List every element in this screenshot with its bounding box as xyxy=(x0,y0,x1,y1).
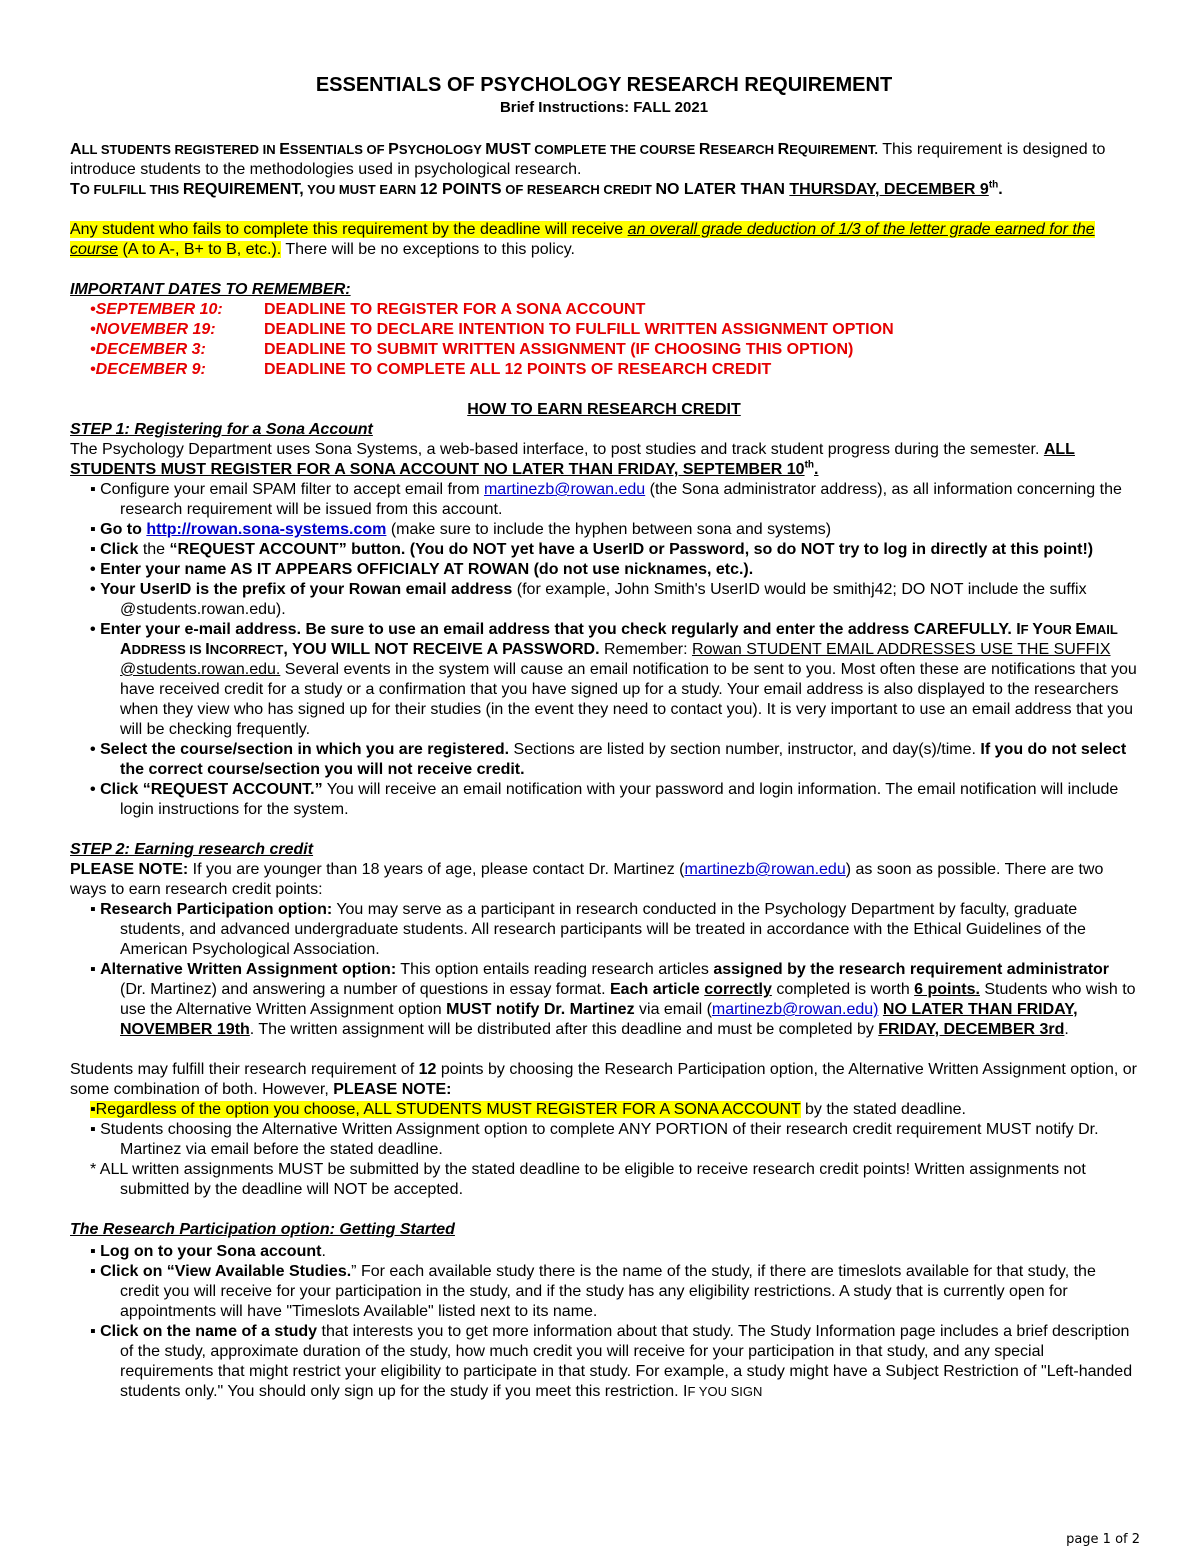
date-row xyxy=(90,320,1138,340)
req-text: . xyxy=(998,181,1003,198)
bullet-text: This option entails reading research articles xyxy=(396,961,714,978)
bullet: ▪ xyxy=(90,541,96,558)
step1-bullet xyxy=(70,520,1138,540)
bullet-text: 6 points. xyxy=(914,981,980,998)
bullet-text: Remember: xyxy=(599,641,693,658)
bullet-text: Each article xyxy=(610,981,705,998)
step1-bullet xyxy=(70,480,1138,520)
bullet-text: (the Sona administrator address), as all information concerning the research requirement will be issued from this account. xyxy=(120,481,1122,518)
bullet-text: MAIL xyxy=(1086,622,1118,637)
step2-heading: STEP 2: Earning research credit xyxy=(70,841,314,858)
req-text: YOU MUST EARN xyxy=(303,182,420,197)
step1-sup: th xyxy=(804,459,815,471)
fulfill-bullet xyxy=(70,1160,1138,1200)
req-text: OF RESEARCH CREDIT xyxy=(501,182,656,197)
warning-emphasis: an overall grade deduction of 1/3 of the letter grade earned for the course xyxy=(70,221,1095,258)
bullet-text: by the stated deadline. xyxy=(800,1101,966,1118)
req-text: T xyxy=(70,181,80,198)
bullet-text: If you do not select the correct course/section you will not receive credit. xyxy=(120,741,1127,778)
bullet-text: . The written assignment will be distributed after this deadline and must be completed by xyxy=(249,1021,879,1038)
bullet-text: Enter your e-mail address. Be sure to use an email address that you check regularly and enter the address CAREFULLY. I xyxy=(100,621,1021,638)
req-text: 12 POINTS xyxy=(419,181,502,198)
bullet-text: NCORRECT xyxy=(209,642,284,657)
document-page xyxy=(70,72,1138,1402)
bullet-text: (for example, John Smith's UserID would be smithj42; DO NOT include the suffix @students.rowan.edu). xyxy=(120,581,1087,618)
participation-bullet xyxy=(70,1322,1138,1402)
req-sup: th xyxy=(988,179,999,191)
martinez-email-link[interactable]: martinezb@rowan.edu xyxy=(684,861,846,878)
bullet: * xyxy=(90,1161,97,1178)
intro-text: ESEARCH xyxy=(710,142,778,157)
step1-deadline: ALL STUDENTS MUST REGISTER FOR A SONA ACCOUNT NO LATER THAN FRIDAY, SEPTEMBER 10 xyxy=(70,441,1075,478)
grade-warning xyxy=(70,220,1138,260)
bullet-text: ALL written assignments MUST be submitted by the stated deadline to be eligible to receive research credit points! Written assignments not submitted by the deadline will NOT be accepted. xyxy=(99,1161,1086,1198)
bullet-text: NO LATER THAN FRIDAY, NOVEMBER 19th xyxy=(120,1001,1078,1038)
warning-text: Any student who fails to complete this requirement by the deadline will receive xyxy=(70,221,628,238)
important-dates-list xyxy=(90,300,1138,380)
step2-intro xyxy=(70,860,1138,900)
bullet-text: I xyxy=(205,641,210,658)
bullet-text: DDRESS IS xyxy=(131,642,206,657)
bullet-text: Configure your email SPAM filter to accept email from xyxy=(100,481,484,498)
bullet-text: I xyxy=(683,1383,688,1400)
bullet-text: Click on the name of a study xyxy=(100,1323,318,1340)
date-label: NOVEMBER 19: xyxy=(95,321,216,338)
bullet-text: OUR xyxy=(1042,622,1076,637)
fulfill-text: points by choosing the Research Participation option, the Alternative Written Assignment option, or some combination of both. However, xyxy=(70,1061,1137,1098)
bullet-text: Your UserID is the prefix of your Rowan email address xyxy=(100,581,513,598)
bullet-text: (Dr. Martinez) and answering a number of questions in essay format. xyxy=(120,981,610,998)
bullet-text: . xyxy=(1064,1021,1069,1038)
bullet: ▪ xyxy=(90,961,96,978)
req-text: REQUIREMENT, xyxy=(182,181,304,198)
req-text: NO LATER THAN xyxy=(655,181,790,198)
participation-heading: The Research Participation option: Getting Started xyxy=(70,1221,455,1238)
intro-text: SSENTIALS OF xyxy=(289,142,389,157)
step1-bullet xyxy=(70,580,1138,620)
bullet-text: F xyxy=(1020,622,1033,637)
date-row xyxy=(90,340,1138,360)
date-row xyxy=(90,360,1138,380)
fulfill-text: 12 xyxy=(418,1061,437,1078)
date-text: DEADLINE TO REGISTER FOR A SONA ACCOUNT xyxy=(264,301,646,318)
intro-paragraph xyxy=(70,140,1138,180)
intro-text: P xyxy=(388,141,399,158)
bullet-text: “REQUEST ACCOUNT” button. (You do NOT yet have a UserID or Password, so do NOT try to log in directly at this point!) xyxy=(169,541,1094,558)
fulfill-bullet xyxy=(70,1100,1138,1120)
bullet-text: Select the course/section in which you are registered. xyxy=(100,741,510,758)
bullet-text: the xyxy=(138,541,170,558)
bullet-text: via email ( xyxy=(634,1001,712,1018)
bullet-text: Click xyxy=(100,541,139,558)
date-text: DEADLINE TO SUBMIT WRITTEN ASSIGNMENT (IF CHOOSING THIS OPTION) xyxy=(264,341,854,358)
bullet: ▪ xyxy=(90,1121,96,1138)
bullet-text: Y xyxy=(1032,621,1043,638)
bullet-text: MUST notify Dr. Martinez xyxy=(446,1001,635,1018)
bullet-text: Students who wish to use the Alternative Written Assignment option xyxy=(120,981,1136,1018)
important-dates-heading: IMPORTANT DATES TO REMEMBER: xyxy=(70,281,351,298)
bullet: • xyxy=(90,781,96,798)
bullet-text: Several events in the system will cause an email notification to be sent to you. Most often these are notifications that you have received credit for a study or a confirmation that you have signed up for a study. Your email address is also displayed to the researchers when they view who has signed up for their studies (in the event they need to contact you). It is very important to use an email address that you will be checking frequently. xyxy=(120,661,1137,738)
bullet-text: assigned by the research requirement administrator xyxy=(713,961,1110,978)
step2-text: If you are younger than 18 years of age, please contact Dr. Martinez ( xyxy=(188,861,685,878)
bullet-text: , YOU WILL NOT RECEIVE A PASSWORD. xyxy=(283,641,600,658)
warning-text: There will be no exceptions to this policy. xyxy=(281,241,575,258)
bullet-text: correctly xyxy=(704,981,772,998)
intro-text: R xyxy=(777,141,790,158)
bullet: ▪ xyxy=(90,1263,96,1280)
intro-text: E xyxy=(279,141,290,158)
bullet: • xyxy=(90,561,96,578)
participation-bullet xyxy=(70,1242,1138,1262)
step2-bullet xyxy=(70,960,1138,1040)
bullet: • xyxy=(90,321,96,338)
date-text: DEADLINE TO COMPLETE ALL 12 POINTS OF RESEARCH CREDIT xyxy=(264,361,772,378)
bullet-text: completed is worth xyxy=(771,981,915,998)
bullet-text: Sections are listed by section number, instructor, and day(s)/time. xyxy=(509,741,981,758)
bullet-text: FRIDAY, DECEMBER 3rd xyxy=(878,1021,1065,1038)
bullet-text: E xyxy=(1075,621,1087,638)
step1-bullet xyxy=(70,620,1138,740)
bullet: • xyxy=(90,341,96,358)
req-text: O FULFILL THIS xyxy=(79,182,183,197)
intro-text: A xyxy=(70,141,82,158)
bullet-text: Go to xyxy=(100,521,147,538)
req-deadline: THURSDAY, DECEMBER 9 xyxy=(789,181,989,198)
intro-text: MUST xyxy=(485,141,531,158)
fulfill-text: PLEASE NOTE: xyxy=(333,1081,452,1098)
step2-text: ) as soon as possible. There are two ways to earn research credit points: xyxy=(70,861,1104,898)
step1-bullet xyxy=(70,560,1138,580)
fulfill-paragraph xyxy=(70,1060,1138,1100)
bullet: • xyxy=(90,301,96,318)
how-to-earn-heading: HOW TO EARN RESEARCH CREDIT xyxy=(467,401,741,418)
bullet: ▪ xyxy=(90,1323,96,1340)
intro-text: R xyxy=(698,141,711,158)
bullet-text: You will receive an email notification with your password and login information. The email notification will include login instructions for the system. xyxy=(120,781,1119,818)
bullet-text: Click “REQUEST ACCOUNT.” xyxy=(100,781,323,798)
bullet-text: Enter your name AS IT APPEARS OFFICIALY AT ROWAN (do not use nicknames, etc.). xyxy=(100,561,754,578)
date-label: DECEMBER 9: xyxy=(95,361,206,378)
bullet-text: A xyxy=(120,641,132,658)
bullet-text: Log on to your Sona account xyxy=(100,1243,322,1260)
step2-text: PLEASE NOTE: xyxy=(70,861,189,878)
step1-text: . xyxy=(814,461,819,478)
step2-bullet xyxy=(70,900,1138,960)
bullet-text: Alternative Written Assignment option: xyxy=(100,961,397,978)
bullet: ▪ xyxy=(90,901,96,918)
bullet-text: ” For each available study there is the name of the study, if there are timeslots available for that study, the credit you will receive for your participation in the study, and if the study has any eligibility restrictions. A study that is currently open for appointments will have "Timeslots Available" listed next to its name. xyxy=(120,1263,1096,1320)
step1-text: The Psychology Department uses Sona Systems, a web-based interface, to post studies and track student progress during the semester. xyxy=(70,441,1044,458)
bullet-text: that interests you to get more information about that study. The Study Information page includes a brief description of the study, approximate duration of the study, how much credit you will receive for your participation in that study, and any special requirements that might restrict your eligibility to participate in that study. For example, a study might have a Subject Restriction of "Left-handed students only." You should only sign up for the study if you meet this restriction. xyxy=(120,1323,1133,1400)
intro-text: SYCHOLOGY xyxy=(398,142,486,157)
bullet-text: (make sure to include the hyphen between sona and systems) xyxy=(386,521,832,538)
bullet: • xyxy=(90,741,96,758)
step1-heading: STEP 1: Registering for a Sona Account xyxy=(70,421,373,438)
bullet: ▪ xyxy=(90,1101,96,1118)
bullet: ▪ xyxy=(90,521,96,538)
bullet-text: Regardless of the option you choose, ALL STUDENTS MUST REGISTER FOR A SONA ACCOUNT xyxy=(95,1101,801,1118)
step1-bullet xyxy=(70,740,1138,780)
date-label: DECEMBER 3: xyxy=(95,341,206,358)
fulfill-text: Students may fulfill their research requirement of xyxy=(70,1061,419,1078)
sona-site-link[interactable]: http://rowan.sona-systems.com xyxy=(146,521,387,538)
bullet-text: . xyxy=(321,1243,326,1260)
intro-text: COMPLETE THE COURSE xyxy=(530,142,699,157)
date-text: DEADLINE TO DECLARE INTENTION TO FULFILL WRITTEN ASSIGNMENT OPTION xyxy=(264,321,894,338)
intro-text: EQUIREMENT. xyxy=(789,142,879,157)
bullet: • xyxy=(90,581,96,598)
intro-text: This requirement is designed to introduce students to the methodologies used in psychological research. xyxy=(70,141,1106,178)
bullet: • xyxy=(90,621,96,638)
step1-intro xyxy=(70,440,1138,480)
bullet-text: F YOU SIGN xyxy=(687,1384,763,1399)
step1-bullet xyxy=(70,780,1138,820)
document-subtitle: Brief Instructions: FALL 2021 xyxy=(499,99,709,116)
date-label: SEPTEMBER 10: xyxy=(95,301,223,318)
bullet: ▪ xyxy=(90,481,96,498)
bullet: ▪ xyxy=(90,1243,96,1260)
intro-requirement xyxy=(70,180,1138,200)
bullet-text: You may serve as a participant in research conducted in the Psychology Department by faculty, graduate students, and advanced undergraduate students. All research participants will be treated in accordance with the Ethical Guidelines of the American Psychological Association. xyxy=(120,901,1086,958)
participation-bullet xyxy=(70,1262,1138,1322)
bullet: • xyxy=(90,361,96,378)
date-row xyxy=(90,300,1138,320)
intro-text: LL STUDENTS REGISTERED IN xyxy=(81,142,280,157)
bullet-text: Click on “View Available Studies. xyxy=(100,1263,352,1280)
fulfill-bullet xyxy=(70,1120,1138,1160)
sona-admin-email-link[interactable]: martinezb@rowan.edu xyxy=(483,481,646,498)
warning-text: (A to A-, B+ to B, etc.). xyxy=(118,241,282,258)
martinez-email-link[interactable]: martinezb@rowan.edu) xyxy=(711,1001,879,1018)
page-number: page 1 of 2 xyxy=(1066,1532,1140,1547)
bullet-text: Rowan STUDENT EMAIL ADDRESSES USE THE SUFFIX @students.rowan.edu. xyxy=(120,641,1111,678)
step1-bullet xyxy=(70,540,1138,560)
document-title: ESSENTIALS OF PSYCHOLOGY RESEARCH REQUIREMENT xyxy=(315,74,893,96)
bullet-text: Students choosing the Alternative Written Assignment option to complete ANY PORTION of their research credit requirement MUST notify Dr. Martinez via email before the stated deadline. xyxy=(100,1121,1099,1158)
bullet-text: Research Participation option: xyxy=(100,901,333,918)
